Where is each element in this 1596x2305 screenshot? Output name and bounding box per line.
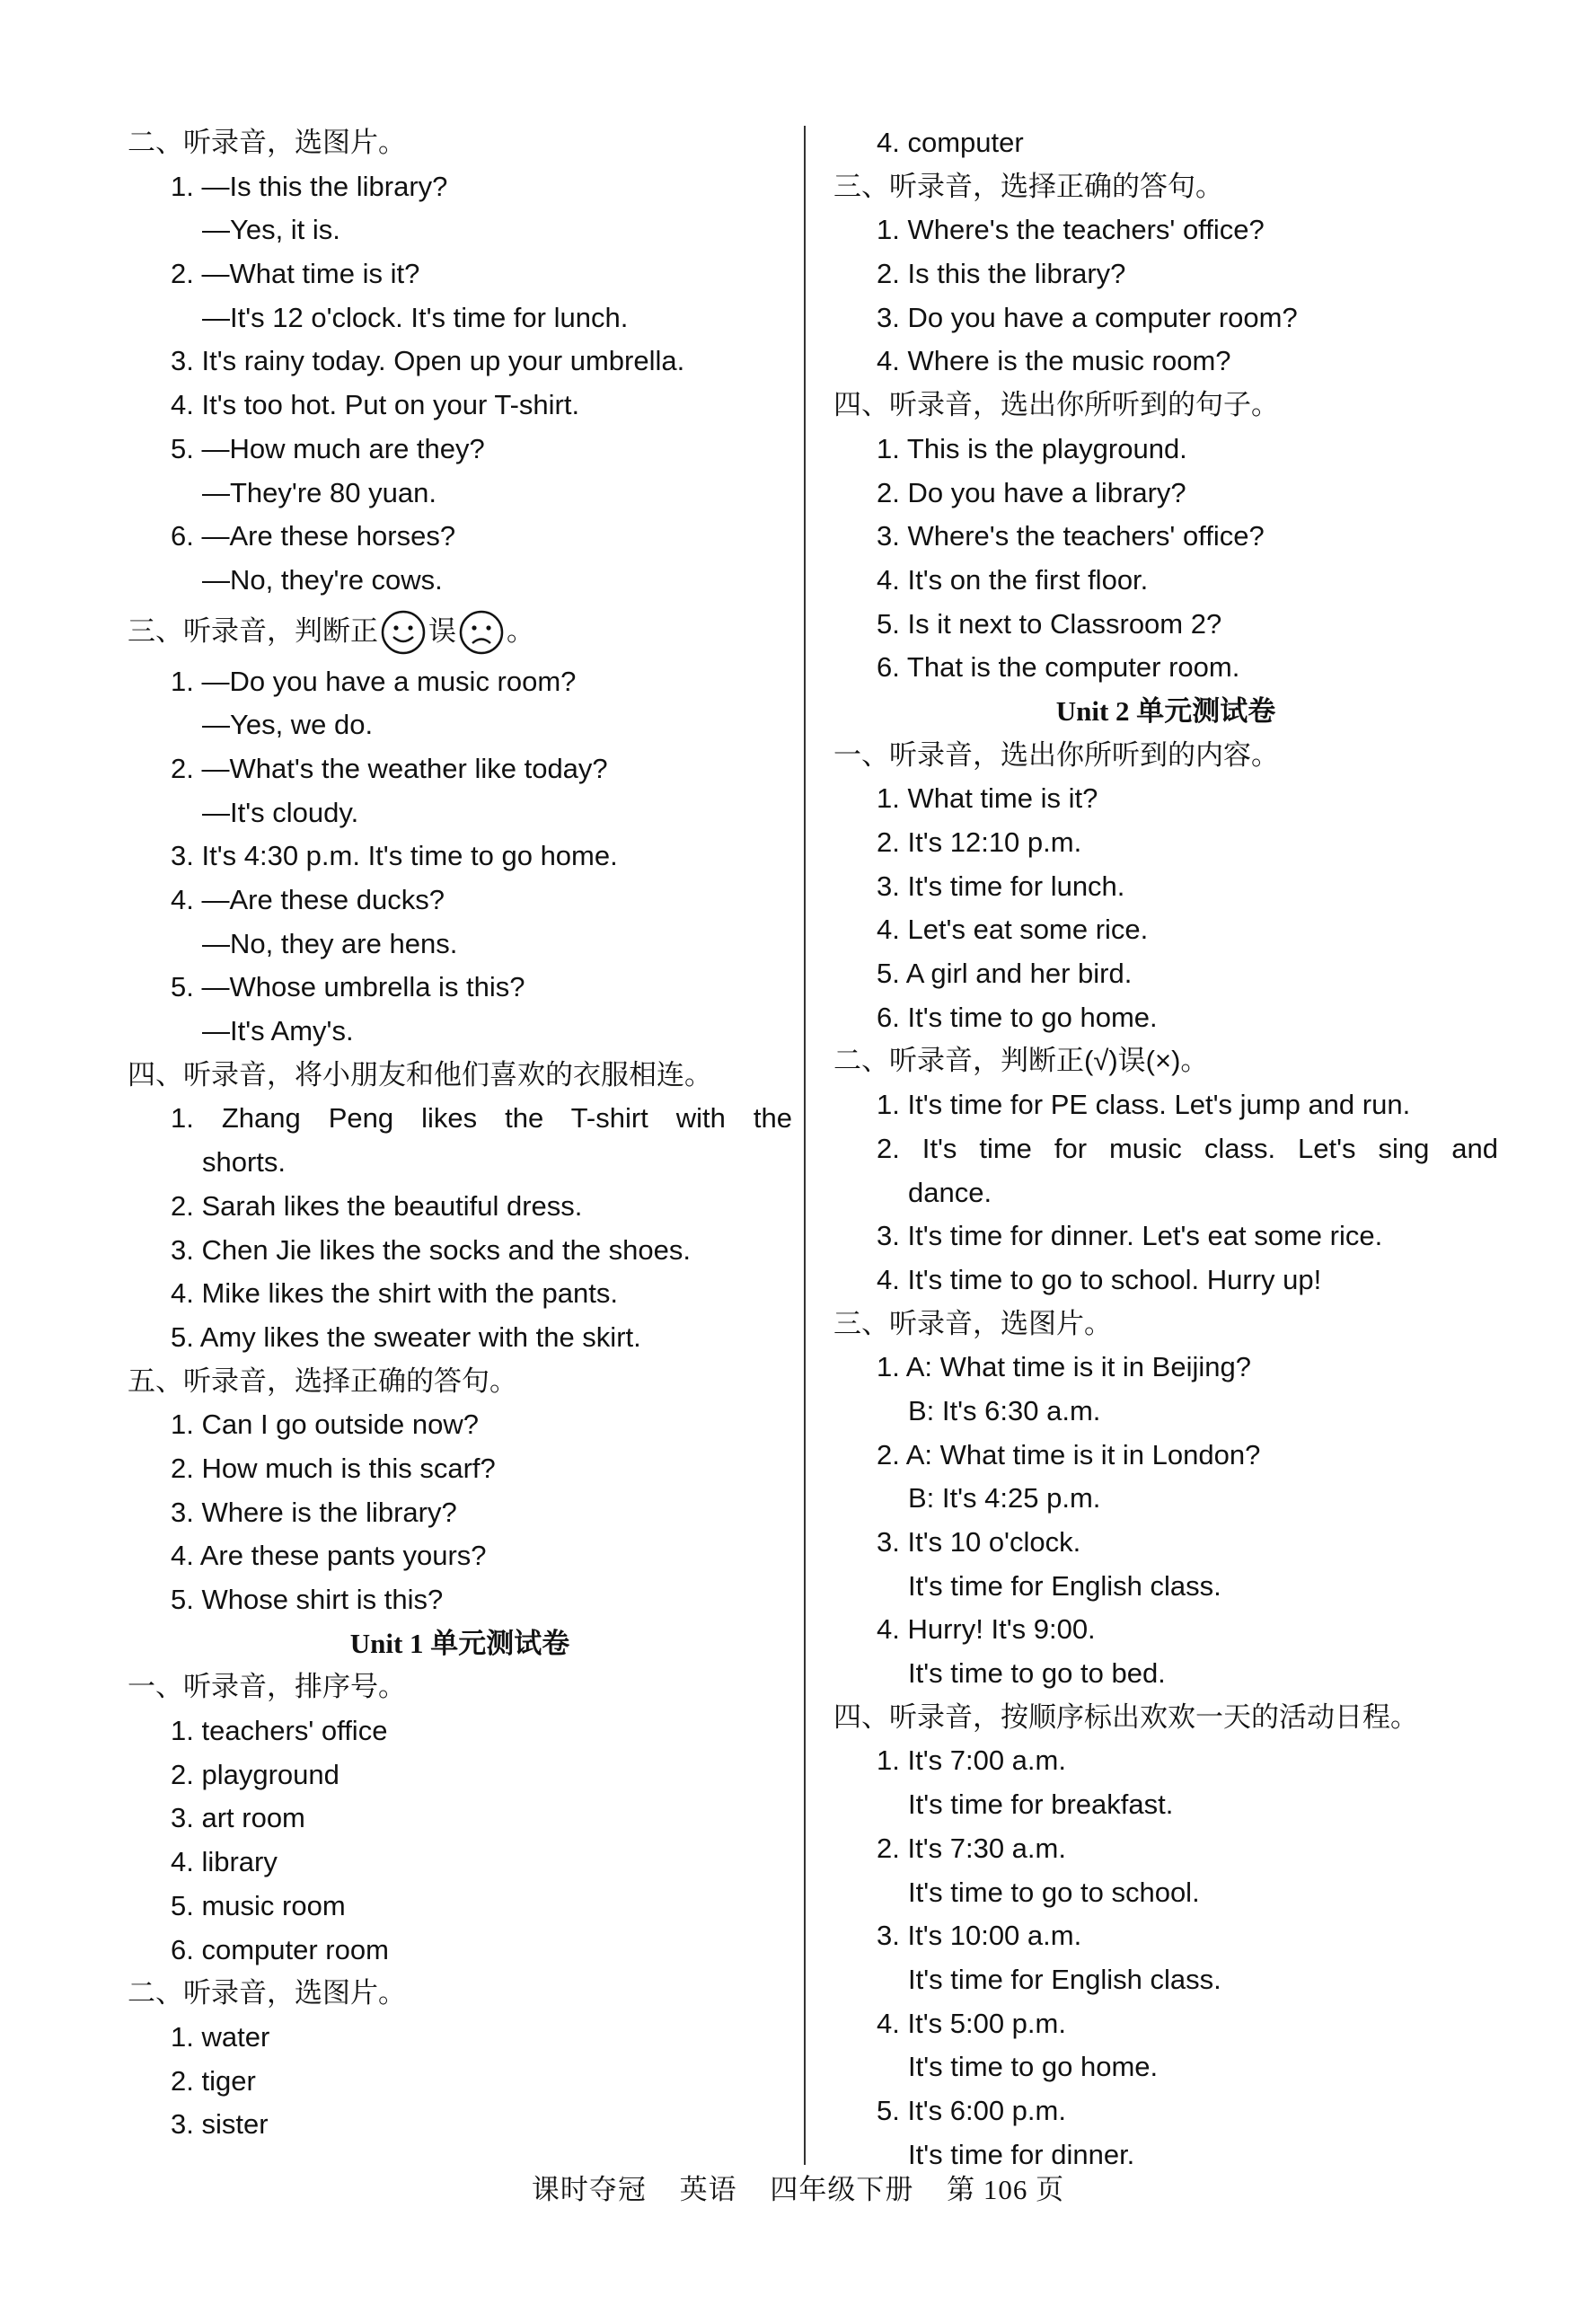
- text-line: 2. Is this the library?: [877, 258, 1126, 290]
- text-line: 1. What time is it?: [877, 782, 1098, 815]
- text-line: 3. It's time for dinner. Let's eat some rice.: [877, 1220, 1383, 1252]
- text-line: 2. How much is this scarf?: [171, 1452, 496, 1484]
- text-line: —No, they are hens.: [202, 927, 458, 959]
- section-heading: 二、听录音，选图片。: [128, 1977, 406, 2009]
- heading-part: 三、听录音，判断正: [128, 614, 378, 647]
- text-line: 1. It's 7:00 a.m.: [877, 1744, 1066, 1777]
- text-line: 3. Where's the teachers' office?: [877, 520, 1265, 552]
- text-line: 4. computer: [877, 127, 1024, 158]
- text-line: 1. A: What time is it in Beijing?: [877, 1351, 1251, 1383]
- section-heading: 四、听录音，按顺序标出欢欢一天的活动日程。: [833, 1700, 1418, 1733]
- text-line: 6. It's time to go home.: [877, 1001, 1158, 1033]
- text-line: B: It's 6:30 a.m.: [908, 1394, 1101, 1426]
- text-line: 4. Mike likes the shirt with the pants.: [171, 1277, 618, 1310]
- section-heading: 二、听录音，判断正(√)误(×)。: [833, 1045, 1209, 1077]
- unit-title: Unit 1 单元测试卷: [349, 1627, 570, 1659]
- text-line: —It's cloudy.: [202, 796, 359, 828]
- text-line: It's time to go to bed.: [908, 1657, 1166, 1690]
- text-line: 2. A: What time is it in London?: [877, 1438, 1261, 1470]
- text-line: 1. water: [171, 2020, 270, 2053]
- text-line: It's time for English class.: [908, 1963, 1221, 1995]
- text-line: 6. —Are these horses?: [171, 520, 456, 552]
- text-line: 5. music room: [171, 1889, 346, 1921]
- text-line: 2. Do you have a library?: [877, 476, 1186, 508]
- footer-subject: 英语: [679, 2174, 737, 2205]
- text-line: —No, they're cows.: [202, 563, 443, 596]
- text-line: 4. It's on the first floor.: [877, 563, 1149, 596]
- section-heading: 一、听录音，选出你所听到的内容。: [833, 738, 1279, 771]
- text-line: 1. —Is this the library?: [171, 170, 448, 202]
- footer-grade: 四年级下册: [770, 2174, 914, 2205]
- text-line: 5. Is it next to Classroom 2?: [877, 607, 1222, 640]
- text-line: 1. teachers' office: [171, 1715, 388, 1747]
- text-line: 4. —Are these ducks?: [171, 884, 445, 915]
- text-line: 1. It's time for PE class. Let's jump and run.: [877, 1089, 1411, 1121]
- text-line: 5. A girl and her bird.: [877, 958, 1133, 990]
- footer-book-title: 课时夺冠: [531, 2174, 647, 2205]
- text-line: 4. It's too hot. Put on your T-shirt.: [171, 389, 580, 421]
- heading-part: 误: [428, 614, 456, 647]
- text-line: 3. It's 10:00 a.m.: [877, 1920, 1082, 1952]
- text-line: 5. —Whose umbrella is this?: [171, 971, 525, 1003]
- text-line: 2. It's 7:30 a.m.: [877, 1832, 1066, 1864]
- text-line: It's time to go home.: [908, 2051, 1159, 2083]
- text-line: 3. art room: [171, 1802, 305, 1834]
- smiley-face-icon: [380, 609, 427, 656]
- text-line: 2. playground: [171, 1758, 339, 1790]
- text-line: 4. Where is the music room?: [877, 345, 1231, 377]
- text-line: 4. library: [171, 1846, 278, 1878]
- unit-title: Unit 2 单元测试卷: [1055, 694, 1276, 727]
- text-line: 3. Where is the library?: [171, 1496, 457, 1528]
- text-line: It's time for dinner.: [908, 2138, 1135, 2170]
- text-line: 5. It's 6:00 p.m.: [877, 2094, 1066, 2126]
- text-line: 1. —Do you have a music room?: [171, 665, 577, 697]
- text-line: 1. Can I go outside now?: [171, 1409, 479, 1441]
- text-line: shorts.: [202, 1146, 287, 1179]
- text-line: 3. It's rainy today. Open up your umbrella.: [171, 345, 685, 377]
- text-line: It's time to go to school.: [908, 1876, 1200, 1908]
- text-line: dance.: [908, 1176, 992, 1208]
- text-line: 3. It's time for lunch.: [877, 870, 1125, 902]
- section-heading: 二、听录音，选图片。: [128, 127, 406, 158]
- column-divider: [804, 126, 806, 2165]
- right-column: [833, 121, 1498, 2177]
- section-heading: 三、听录音，选择正确的答句。: [833, 170, 1223, 202]
- section-heading: 三、听录音，选图片。: [833, 1307, 1112, 1339]
- text-line: 5. Amy likes the sweater with the skirt.: [171, 1320, 641, 1353]
- sad-face-icon: [458, 609, 505, 656]
- page-footer: [0, 2167, 1596, 2207]
- left-column: [128, 121, 792, 2147]
- text-line: 3. It's 4:30 p.m. It's time to go home.: [171, 840, 618, 872]
- section-heading: [128, 603, 792, 660]
- text-line: 6. computer room: [171, 1933, 389, 1965]
- text-line: 2. —What time is it?: [171, 258, 420, 290]
- text-line: —They're 80 yuan.: [202, 476, 436, 508]
- text-line: 5. Whose shirt is this?: [171, 1584, 444, 1615]
- text-line: B: It's 4:25 p.m.: [908, 1482, 1101, 1515]
- text-line: 3. Do you have a computer room?: [877, 301, 1298, 333]
- section-heading: 四、听录音，选出你所听到的句子。: [833, 389, 1279, 421]
- text-line: 2. tiger: [171, 2064, 256, 2097]
- text-line: 3. Chen Jie likes the socks and the shoes.: [171, 1233, 691, 1266]
- text-line: 2. It's 12:10 p.m.: [877, 826, 1082, 858]
- text-line: —It's Amy's.: [202, 1015, 354, 1047]
- text-line: 4. Let's eat some rice.: [877, 914, 1149, 946]
- text-line: 3. sister: [171, 2108, 269, 2141]
- text-line: 5. —How much are they?: [171, 432, 485, 464]
- section-heading: 一、听录音，排序号。: [128, 1671, 406, 1703]
- text-line: It's time for English class.: [908, 1569, 1221, 1602]
- text-line: 2. —What's the weather like today?: [171, 752, 608, 784]
- heading-part: 。: [507, 614, 534, 647]
- text-line: 4. Hurry! It's 9:00.: [877, 1613, 1096, 1646]
- text-line: 4. Are these pants yours?: [171, 1540, 487, 1572]
- text-line: 4. It's 5:00 p.m.: [877, 2007, 1066, 2039]
- text-line: It's time for breakfast.: [908, 1788, 1174, 1821]
- text-line: 3. It's 10 o'clock.: [877, 1526, 1081, 1558]
- text-line: 2. It's time for music class. Let's sing and: [877, 1132, 1498, 1164]
- text-line: 1. Zhang Peng likes the T-shirt with the: [171, 1102, 792, 1135]
- text-line: 1. Where's the teachers' office?: [877, 214, 1265, 246]
- text-line: —It's 12 o'clock. It's time for lunch.: [202, 301, 629, 333]
- text-line: 1. This is the playground.: [877, 432, 1187, 464]
- text-line: —Yes, we do.: [202, 709, 374, 741]
- text-line: 2. Sarah likes the beautiful dress.: [171, 1189, 583, 1222]
- footer-page-number: 第 106 页: [947, 2174, 1065, 2205]
- text-line: 4. It's time to go to school. Hurry up!: [877, 1263, 1322, 1295]
- text-line: 6. That is the computer room.: [877, 651, 1240, 684]
- section-heading: 四、听录音，将小朋友和他们喜欢的衣服相连。: [128, 1058, 712, 1091]
- section-heading: 五、听录音，选择正确的答句。: [128, 1364, 517, 1397]
- text-line: —Yes, it is.: [202, 214, 340, 246]
